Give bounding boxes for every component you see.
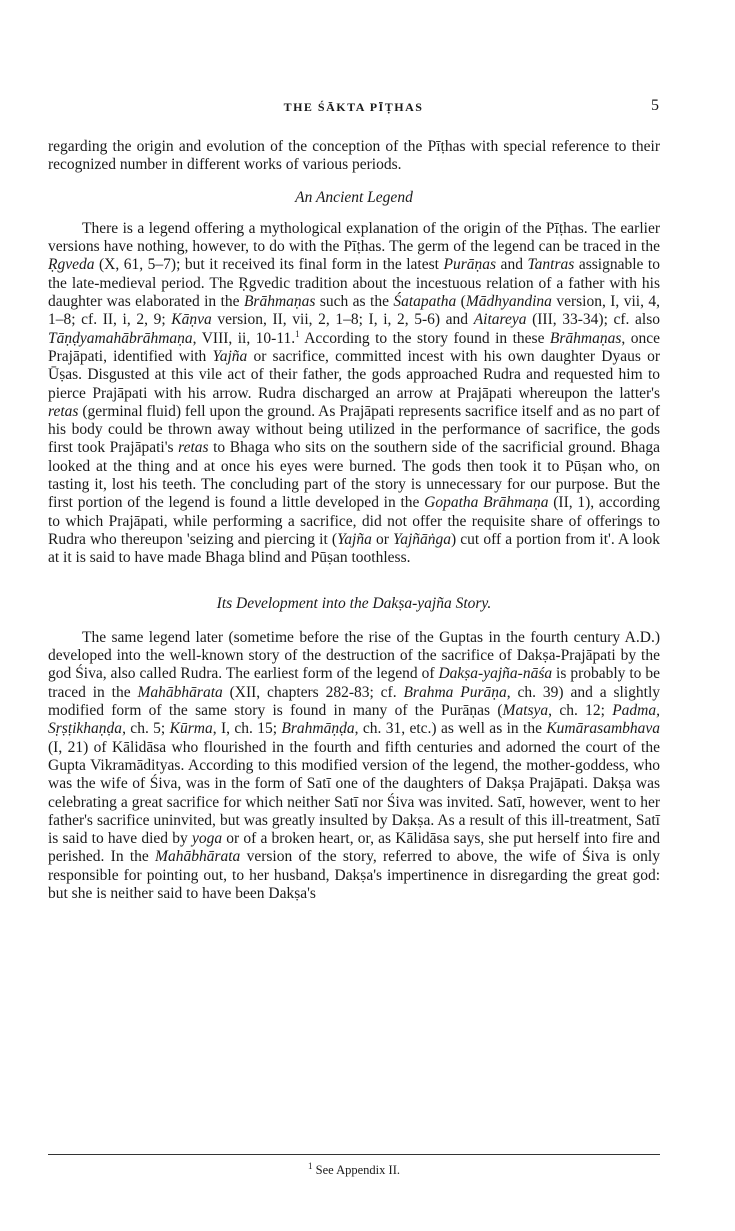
- italic-term: Tantras: [527, 256, 575, 274]
- footnote-ref: 1: [295, 328, 300, 339]
- paragraph-daksa-yajna: The same legend later (sometime before the rise of the Guptas in the fourth century A.D.) developed into the well-known story of the destruction of the sacrifice of Dakṣa-Prajāpati by the god Śiva, also called Rudra. The earliest form of the legend of Dakṣa-yajña-nāśa is probably to be traced in the Mahābhārata (XII, chapters 282-83; cf. Brahma Purāṇa, ch. 39) and a slightly modified form of the same story is found in many of the Purāṇas (Matsya, ch. 12; Padma, Sṛṣṭikhaṇḍa, ch. 5; Kūrma, I, ch. 15; Brahmāṇḍa, ch. 31, etc.) as well as in the Kumārasambhava (I, 21) of Kālidāsa who flourished in the fourth and fifth centuries and adorned the court of the Gupta Vikramādityas. According to this modified version of the legend, the mother-goddess, who was the wife of Śiva, was in the form of Satī one of the daughters of Dakṣa Prajāpati. Dakṣa was celebrating a great sacrifice for which neither Satī nor Śiva was invited. Satī, however, went to her father's sacrifice uninvited, but was greatly insulted by Dakṣa. As a result of this ill-treatment, Satī is said to have died by yoga or of a broken heart, or, as Kālidāsa says, she put herself into fire and perished. In the Mahābhārata version of the story, referred to above, the wife of Śiva is only responsible for pointing out, to her husband, Dakṣa's impertinence in disregarding the great god: but she is neither said to have been Dakṣa's: [48, 628, 661, 902]
- italic-term: retas: [178, 439, 209, 457]
- italic-term: Mahābhārata: [137, 683, 223, 701]
- page-number: 5: [651, 97, 659, 114]
- section-heading-daksa-yajna: Its Development into the Dakṣa-yajña Story.: [216, 594, 492, 612]
- footnote-marker: 1: [308, 1160, 313, 1171]
- footnote-rule: [48, 1154, 660, 1155]
- italic-term: Śatapatha: [393, 293, 457, 311]
- intro-paragraph: regarding the origin and evolution of the conception of the Pīṭhas with special reference to their recognized number in different works of various periods.: [48, 138, 660, 174]
- italic-term: Purāṇas: [443, 256, 497, 274]
- italic-term: yoga: [191, 830, 223, 848]
- italic-term: Aitareya: [473, 311, 527, 329]
- italic-term: retas: [48, 402, 79, 420]
- section-heading-ancient-legend: An Ancient Legend: [295, 188, 413, 206]
- italic-term: Dakṣa-yajña-nāśa: [438, 665, 553, 683]
- body-text: [48, 138, 660, 903]
- paragraph-ancient-legend: There is a legend offering a mythological explanation of the origin of the Pīṭhas. The earlier versions have nothing, however, to do with the Pīṭhas. The germ of the legend can be traced in the Ṛgveda (X, 61, 5–7); but it received its final form in the latest Purāṇas and Tantras assignable to the late-medieval period. The Ṛgvedic tradition about the incestuous relation of a father with his daughter was elaborated in the Brāhmaṇas such as the Śatapatha (Mādhyandina version, I, vii, 4, 1–8; cf. II, i, 2, 9; Kāṇva version, II, vii, 2, 1–8; I, i, 2, 5-6) and Aitareya (III, 33-34); cf. also Tāṇḍyamahābrāhmaṇa, VIII, ii, 10-11.$^1$ According to the story found in these Brāhmaṇas, once Prajāpati, identified with Yajña or sacrifice, committed incest with his own daughter Dyaus or Ūṣas. Disgusted at this vile act of their father, the gods approached Rudra and requested him to pierce Prajāpati with his arrow. Rudra discharged an arrow at Prajāpati whereupon the latter's retas (germinal fluid) fell upon the ground. As Prajāpati represents sacrifice itself and as no part of his body could be thrown away without being utilized in the performance of sacrifice, the gods first took Prajāpati's retas to Bhaga who sits on the southern side of the sacrificial ground. Bhaga looked at the thing and at once his eyes were burned. The gods then took it to Pūṣan who, on tasting it, lost his teeth. The concluding part of the story is unnecessary for our purpose. But the first portion of the legend is found a little developed in the Gopatha Brāhmaṇa (II, 1), according to which Prajāpati, while performing a sacrifice, did not offer the requisite share of offerings to Rudra who thereupon 'seizing and piercing it (Yajña or Yajñāṅga) cut off a portion from it'. A look at it is said to have made Bhaga blind and Pūṣan toothless.: [48, 219, 661, 567]
- italic-term: Tāṇḍyamahābrāhmaṇa: [48, 329, 193, 347]
- italic-term: Kāṇva: [171, 311, 212, 329]
- italic-term: Kumārasambhava: [546, 720, 661, 738]
- italic-term: Matsya: [502, 702, 549, 720]
- italic-term: Mahābhārata: [155, 848, 241, 866]
- italic-term: Brahmāṇḍa: [281, 720, 355, 738]
- running-head-title: THE ŚĀKTA PĪṬHAS: [283, 100, 424, 114]
- italic-term: Padma, Sṛṣṭikhaṇḍa: [48, 702, 660, 738]
- italic-term: Yajñāṅga: [393, 530, 452, 548]
- italic-term: Kūrma: [169, 720, 213, 738]
- footnote-text: See Appendix II.: [312, 1163, 400, 1177]
- italic-term: Brāhmaṇas: [243, 293, 316, 311]
- italic-term: Yajña: [337, 530, 372, 548]
- footnote: [48, 1160, 660, 1178]
- italic-term: Yajña: [212, 347, 248, 365]
- italic-term: Ṛgveda: [48, 256, 95, 274]
- italic-term: Gopatha Brāhmaṇa: [424, 494, 549, 512]
- italic-term: Mādhyandina: [465, 293, 552, 311]
- italic-term: Brāhmaṇas: [549, 329, 622, 347]
- italic-term: Brahma Purāṇa: [403, 683, 507, 701]
- running-head: [48, 97, 659, 117]
